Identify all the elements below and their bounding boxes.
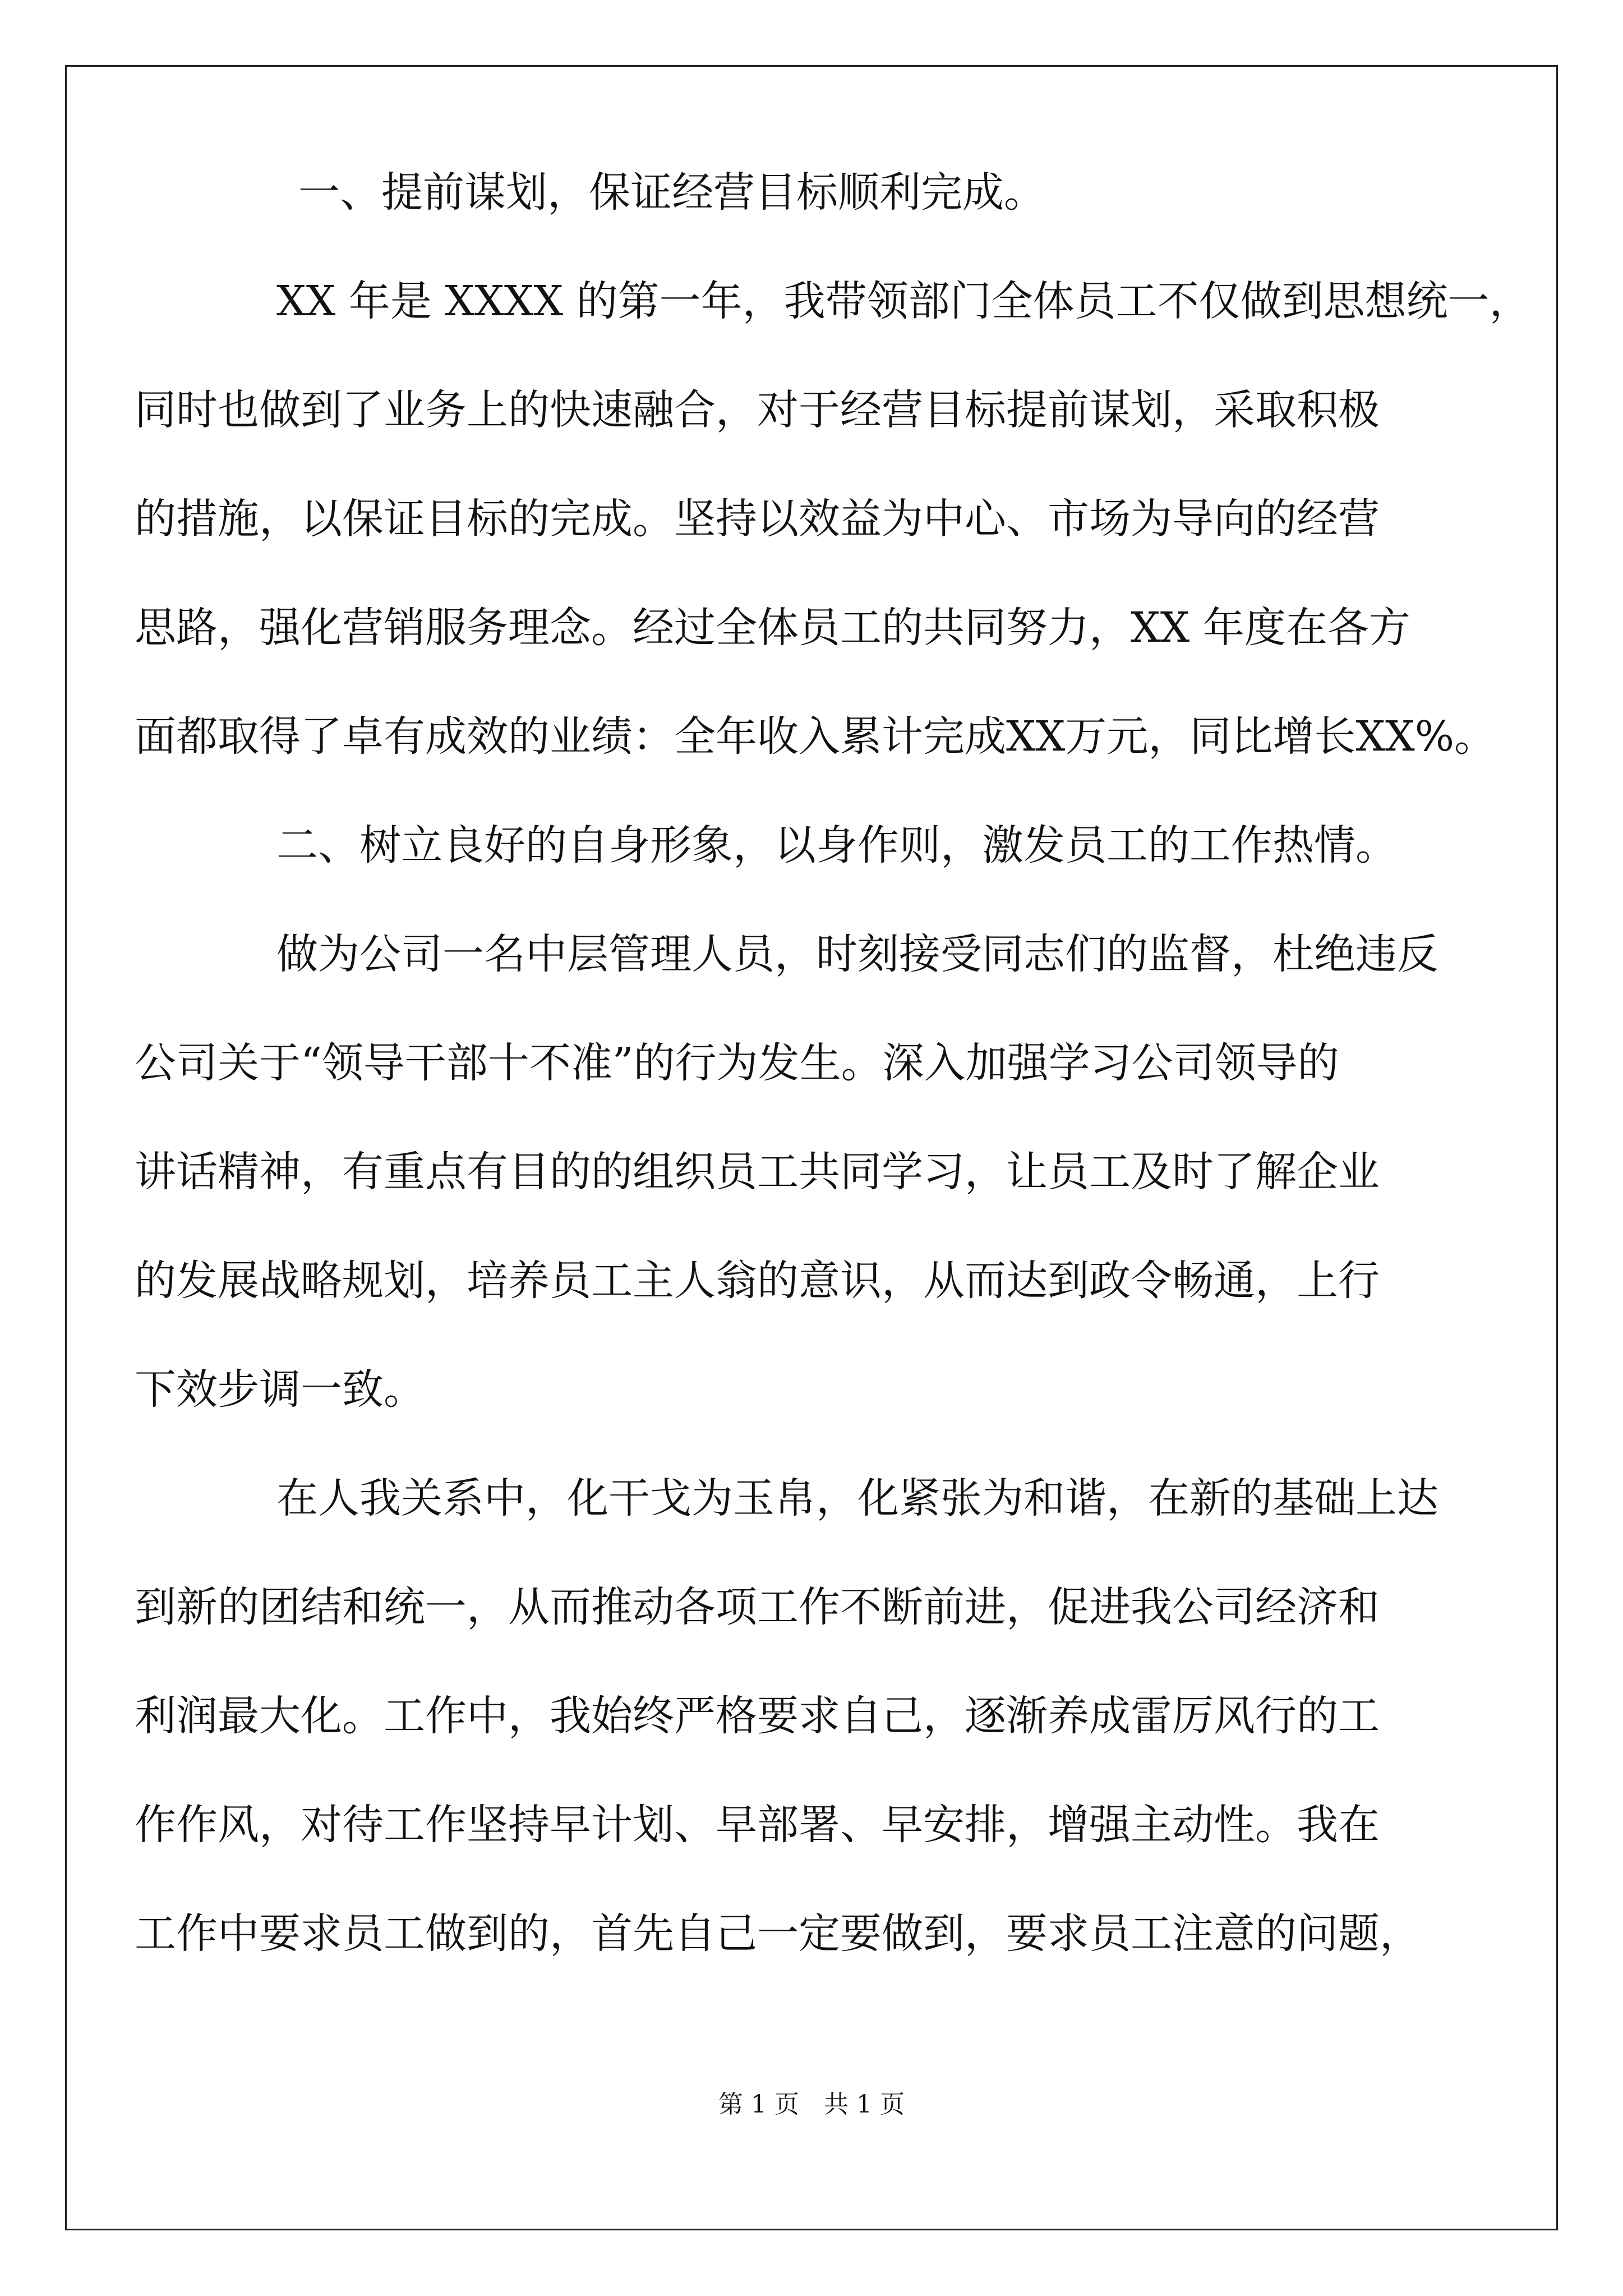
paragraph-line: 的措施，以保证目标的完成。坚持以效益为中心、市场为导向的经营 xyxy=(135,495,1380,543)
paragraph-line: 做为公司一名中层管理人员，时刻接受同志们的监督，杜绝违反 xyxy=(276,930,1438,978)
section-heading-1: 一、提前谋划，保证经营目标顺利完成。 xyxy=(298,168,1045,217)
paragraph-line: 讲话精神，有重点有目的的组织员工共同学习，让员工及时了解企业 xyxy=(135,1148,1380,1196)
paragraph-line: 思路，强化营销服务理念。经过全体员工的共同努力，XX 年度在各方 xyxy=(135,604,1410,652)
section-heading-2: 二、树立良好的自身形象，以身作则，激发员工的工作热情。 xyxy=(276,821,1397,869)
paragraph-line: 的发展战略规划，培养员工主人翁的意识，从而达到政令畅通，上行 xyxy=(135,1257,1380,1305)
paragraph-line: 下效步调一致。 xyxy=(135,1365,425,1414)
paragraph-line: 同时也做到了业务上的快速融合，对于经营目标提前谋划，采取积极 xyxy=(135,386,1380,434)
paragraph-line: 到新的团结和统一，从而推动各项工作不断前进，促进我公司经济和 xyxy=(135,1583,1380,1631)
paragraph-line: 在人我关系中，化干戈为玉帛，化紧张为和谐，在新的基础上达 xyxy=(276,1474,1438,1522)
paragraph-line: 利润最大化。工作中，我始终严格要求自己，逐渐养成雷厉风行的工 xyxy=(135,1692,1380,1740)
page-number-footer: 第 1 页 共 1 页 xyxy=(718,2090,905,2119)
paragraph-line: XX 年是 XXXX 的第一年，我带领部门全体员工不仅做到思想统一， xyxy=(276,277,1531,325)
paragraph-line: 工作中要求员工做到的，首先自己一定要做到，要求员工注意的问题， xyxy=(135,1910,1421,1958)
paragraph-line: 面都取得了卓有成效的业绩：全年收入累计完成XX万元，同比增长XX%。 xyxy=(135,712,1496,761)
paragraph-line: 作作风，对待工作坚持早计划、早部署、早安排，增强主动性。我在 xyxy=(135,1801,1380,1849)
paragraph-line: 公司关于“领导干部十不准”的行为发生。深入加强学习公司领导的 xyxy=(135,1039,1339,1087)
